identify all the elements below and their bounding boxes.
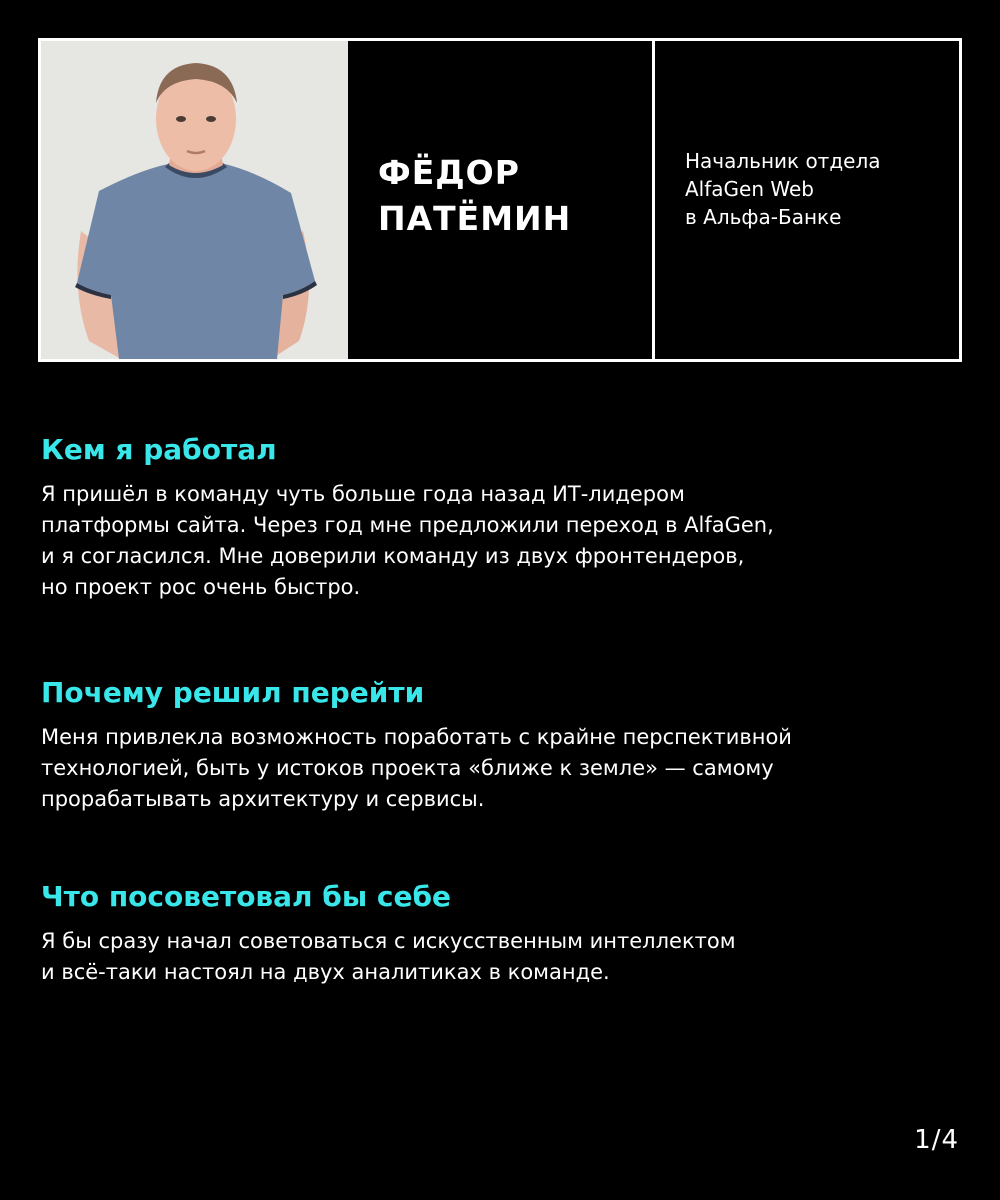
body-line: прорабатывать архитектуру и сервисы. (41, 787, 485, 811)
role-line-2: AlfaGen Web (685, 177, 814, 201)
person-name-first: ФЁДОР (378, 153, 520, 192)
page-counter: 1/4 (914, 1125, 959, 1155)
body-line: и я согласился. Мне доверили команду из двух фронтендеров, (41, 544, 745, 568)
body-line: и всё-таки настоял на двух аналитиках в команде. (41, 960, 610, 984)
person-role (685, 147, 881, 231)
role-panel (655, 41, 959, 359)
role-line-3: в Альфа-Банке (685, 205, 842, 229)
body-line: Я бы сразу начал советоваться с искусственным интеллектом (41, 929, 736, 953)
body-line: технологией, быть у истоков проекта «ближе к земле» — самому (41, 756, 774, 780)
name-panel (348, 41, 655, 359)
role-line-1: Начальник отдела (685, 149, 881, 173)
section-body (41, 722, 961, 815)
body-line: платформы сайта. Через год мне предложили переход в AlfaGen, (41, 513, 774, 537)
section-why-switched (41, 676, 961, 815)
section-title: Кем я работал (41, 433, 277, 466)
section-body (41, 926, 961, 988)
section-advice (41, 880, 961, 988)
body-line: но проект рос очень быстро. (41, 575, 361, 599)
body-line: Я пришёл в команду чуть больше года назад ИТ-лидером (41, 482, 685, 506)
body-line: Меня привлекла возможность поработать с крайне перспективной (41, 725, 792, 749)
profile-card (38, 38, 962, 362)
section-previous-role (41, 433, 961, 603)
portrait-photo (41, 41, 348, 359)
section-body (41, 479, 961, 603)
section-title: Почему решил перейти (41, 676, 425, 709)
person-name-last: ПАТЁМИН (378, 199, 572, 238)
person-name (378, 150, 571, 242)
section-title: Что посоветовал бы себе (41, 880, 452, 913)
